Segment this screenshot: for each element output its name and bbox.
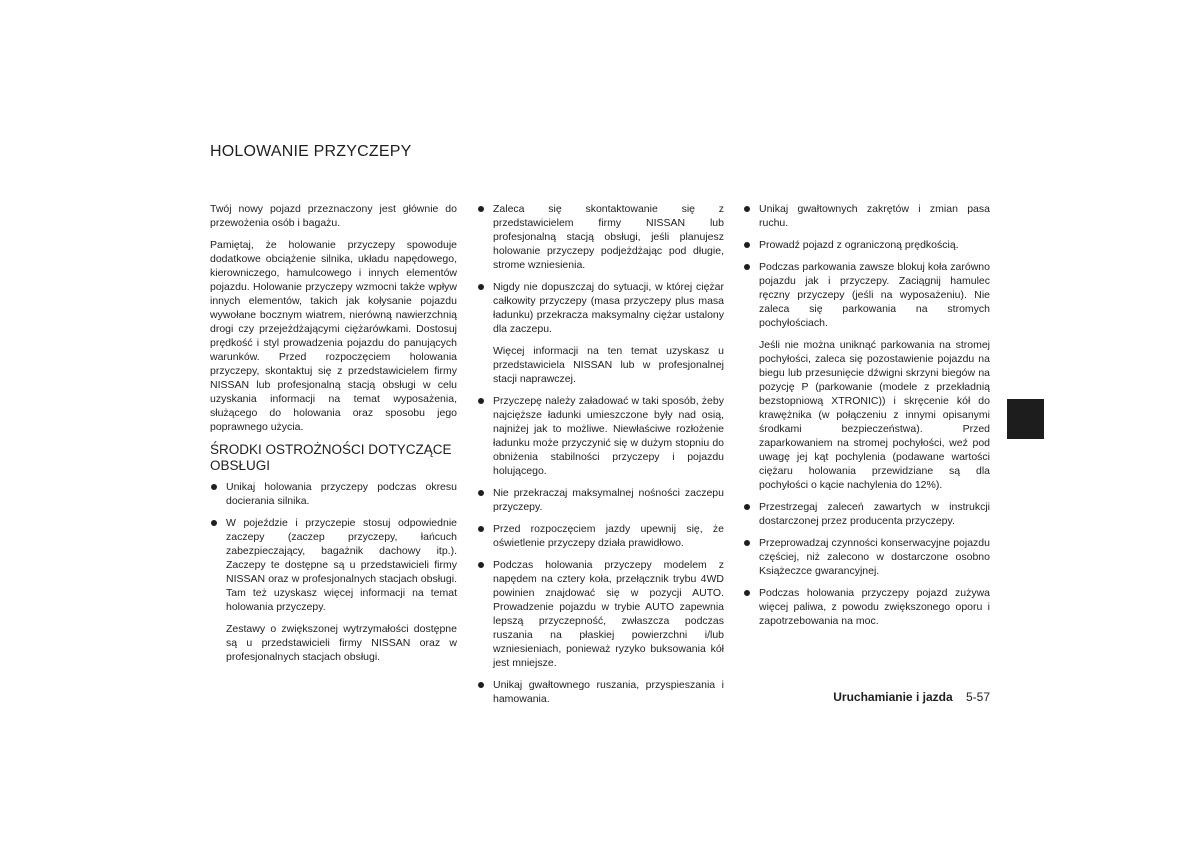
bullet-icon <box>211 484 217 490</box>
list-item <box>477 522 724 550</box>
list-item-text: Unikaj holowania przyczepy podczas okresu docierania silnika. <box>226 481 457 507</box>
list-item-text: Prowadź pojazd z ograniczoną prędkością. <box>759 239 959 251</box>
list-item <box>210 516 457 664</box>
bullet-list <box>210 480 457 664</box>
list-item-text: Przyczepę należy załadować w taki sposób, żeby najcięższe ładunki umieszczone były nad osią, najniżej jak to możliwe. Niewłaściwe rozłożenie ładunku może przyczynić się w dużym stopniu do obniżenia stabilności przyczepy i pojazdu holującego. <box>493 395 724 477</box>
list-item-note: Więcej informacji na ten temat uzyskasz u przedstawiciela NISSAN lub w profesjonalnej stacji naprawczej. <box>493 345 724 385</box>
bullet-list <box>743 202 990 628</box>
bullet-icon <box>744 206 750 212</box>
list-item <box>210 480 457 508</box>
bullet-icon <box>478 682 484 688</box>
bullet-icon <box>744 242 750 248</box>
column-2 <box>477 202 724 714</box>
list-item-text: Podczas holowania przyczepy modelem z napędem na cztery koła, przełącznik trybu 4WD powinien znajdować się w pozycji AUTO. Prowadzenie pojazdu w trybie AUTO zapewnia lepszą przyczepność, zwłaszcza podczas ruszania na płaskiej powierzchni i/lub wzniesieniach, ponieważ ryzyko buksowania kół jest mniejsze. <box>493 559 724 669</box>
list-item <box>743 586 990 628</box>
bullet-icon <box>744 264 750 270</box>
list-item-text: Przeprowadzaj czynności konserwacyjne pojazdu częściej, niż zalecono w dostarczone osobno Książeczce gwarancyjnej. <box>759 537 990 577</box>
list-item-text: Unikaj gwałtownego ruszania, przyspieszania i hamowania. <box>493 679 724 705</box>
section-heading: ŚRODKI OSTROŻNOŚCI DOTYCZĄCE OBSŁUGI <box>210 442 452 473</box>
list-item-text: Zaleca się skontaktowanie się z przedstawicielem firmy NISSAN lub profesjonalną stacją obsługi, jeśli planujesz holowanie przyczepy podjeżdżając pod długie, strome wzniesienia. <box>493 203 724 271</box>
list-item-text: Podczas holowania przyczepy pojazd zużywa więcej paliwa, z powodu zwiększonego oporu i zapotrzebowania na moc. <box>759 587 990 627</box>
list-item-text: Przestrzegaj zaleceń zawartych w instrukcji dostarczonej przez producenta przyczepy. <box>759 501 990 527</box>
bullet-icon <box>744 540 750 546</box>
chapter-tab-marker <box>1007 399 1044 439</box>
list-item <box>477 678 724 706</box>
list-item-note: Zestawy o zwiększonej wytrzymałości dostępne są u przedstawicieli firmy NISSAN oraz w profesjonalnych stacjach obsługi. <box>226 623 457 663</box>
page-title: HOLOWANIE PRZYCZEPY <box>210 143 412 160</box>
list-item-text: Przed rozpoczęciem jazdy upewnij się, że oświetlenie przyczepy działa prawidłowo. <box>493 523 724 549</box>
list-item <box>477 202 724 272</box>
list-item-text: Podczas parkowania zawsze blokuj koła zarówno pojazdu jak i przyczepy. Zaciągnij hamulec ręczny przyczepy (jeśli na wyposażeniu). Nie zaleca się parkowania na stromych pochyłościach. <box>759 261 990 329</box>
bullet-icon <box>478 526 484 532</box>
paragraph: Twój nowy pojazd przeznaczony jest głównie do przewożenia osób i bagażu. <box>210 203 457 229</box>
bullet-icon <box>478 398 484 404</box>
list-item-text: Nie przekraczaj maksymalnej nośności zaczepu przyczepy. <box>493 487 724 513</box>
list-item <box>477 280 724 386</box>
bullet-icon <box>478 490 484 496</box>
list-item-text: W pojeździe i przyczepie stosuj odpowiednie zaczepy (zaczep przyczepy, łańcuch zabezpieczający, bagażnik dachowy itp.). Zaczepy te dostępne są u przedstawicieli firmy NISSAN oraz w profesjonalnych stacjach obsługi. Tam też uzyskasz więcej informacji na temat holowania przyczepy. <box>226 517 457 613</box>
page-footer <box>833 690 990 704</box>
list-item <box>477 394 724 478</box>
page-number: 5-57 <box>965 690 990 704</box>
list-item <box>743 500 990 528</box>
bullet-icon <box>211 520 217 526</box>
bullet-icon <box>744 590 750 596</box>
column-3 <box>743 202 990 636</box>
paragraph: Pamiętaj, że holowanie przyczepy spowoduje dodatkowe obciążenie silnika, układu napędowego, kierowniczego, hamulcowego i innych elementów pojazdu. Holowanie przyczepy wzmocni także wpływ innych elementów, takich jak kołysanie pojazdu wywołane bocznym wiatrem, nierówną nawierzchnią drogi czy przejeżdżającymi ciężarówkami. Dostosuj prędkość i styl prowadzenia pojazdu do panujących warunków. Przed rozpoczęciem holowania przyczepy, skontaktuj się z przedstawicielem firmy NISSAN lub profesjonalną stacją obsługi w celu uzyskania informacji na temat wyposażenia, służącego do holowania oraz sposobu jego poprawnego użycia. <box>210 239 457 433</box>
list-item-text: Unikaj gwałtownych zakrętów i zmian pasa ruchu. <box>759 203 990 229</box>
list-item <box>743 260 990 492</box>
bullet-icon <box>478 284 484 290</box>
list-item <box>743 238 990 252</box>
bullet-list <box>477 202 724 706</box>
bullet-icon <box>478 562 484 568</box>
list-item <box>477 486 724 514</box>
column-1 <box>210 202 457 672</box>
list-item <box>477 558 724 670</box>
footer-section-title: Uruchamianie i jazda <box>833 690 953 704</box>
list-item <box>743 202 990 230</box>
list-item <box>743 536 990 578</box>
bullet-icon <box>478 206 484 212</box>
list-item-note: Jeśli nie można uniknąć parkowania na stromej pochyłości, zaleca się pozostawienie pojazdu na biegu lub przesunięcie dźwigni skrzyni biegów na pozycję P (parkowanie (modele z przekładnią bezstopniową XTRONIC)) i skręcenie kół do krawężnika (w połączeniu z innymi opisanymi środkami bezpieczeństwa). Przed zaparkowaniem na stromej pochyłości, weź pod uwagę jej kąt pochylenia (podawane wartości ciężaru holowania przewidziane są dla pochyłości o kącie nachylenia do 12%). <box>759 339 990 491</box>
bullet-icon <box>744 504 750 510</box>
list-item-text: Nigdy nie dopuszczaj do sytuacji, w której ciężar całkowity przyczepy (masa przyczepy plus masa ładunku) przekracza maksymalny ciężar ustalony dla zaczepu. <box>493 281 724 335</box>
